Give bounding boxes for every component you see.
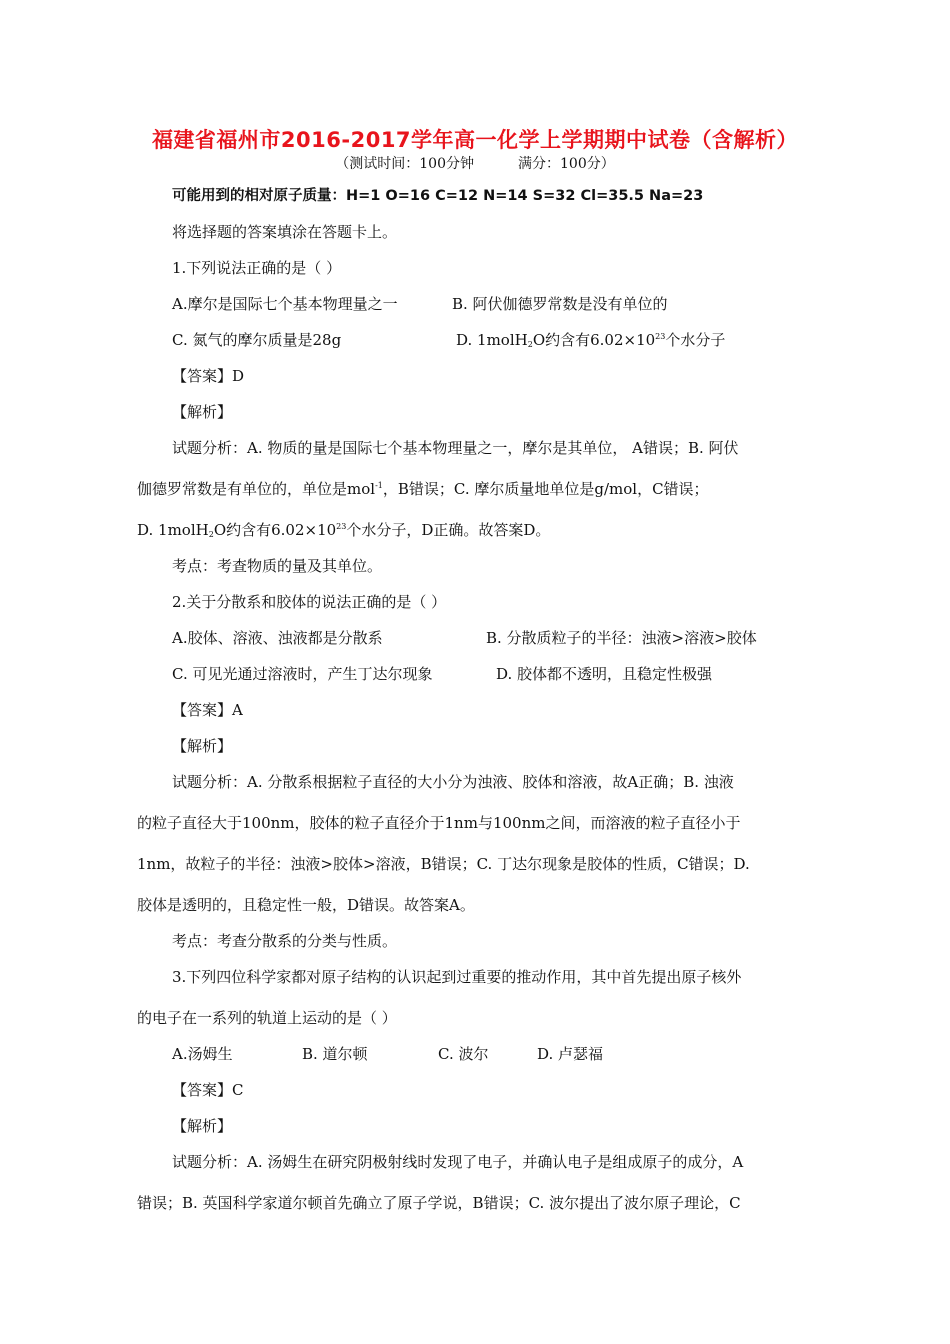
- q2-option-b: B. 分散质粒子的半径：浊液>溶液>胶体: [486, 629, 757, 647]
- q3-option-c: C. 波尔: [438, 1045, 489, 1063]
- q2-test-point: 考点：考查分散系的分类与性质。: [172, 932, 398, 950]
- q2-option-d: D. 胶体都不透明，且稳定性极强: [496, 665, 713, 683]
- q1-option-c: C. 氮气的摩尔质量是28g: [172, 331, 342, 349]
- q1-analysis-line-3: D. 1molH$_2$O约含有$6.02\times 10^{23}$个水分子，D正确。故答案D。: [137, 521, 551, 539]
- q1-option-d: D. 1molH$_2$O约含有$6.02\times 10^{23}$个水分子: [456, 331, 726, 349]
- q2-analysis-line-3: 1nm，故粒子的半径：浊液>胶体>溶液，B错误；C. 丁达尔现象是胶体的性质，C错误；D.: [137, 855, 750, 873]
- q1-stem: 1.下列说法正确的是（ ）: [172, 259, 342, 277]
- q3-option-b: B. 道尔顿: [302, 1045, 368, 1063]
- q1-option-b: B. 阿伏伽德罗常数是没有单位的: [452, 295, 668, 313]
- time-info: （测试时间：100分钟: [335, 156, 474, 172]
- q2-analysis-line-2: 的粒子直径大于100nm，胶体的粒子直径介于1nm与100nm之间，而溶液的粒子直径小于: [137, 814, 741, 832]
- q3-stem-line-1: 3.下列四位科学家都对原子结构的认识起到过重要的推动作用，其中首先提出原子核外: [172, 968, 742, 986]
- q1-option-a: A.摩尔是国际七个基本物理量之一: [172, 295, 398, 313]
- q3-analysis-line-1: 试题分析：A. 汤姆生在研究阴极射线时发现了电子，并确认电子是组成原子的成分，A: [172, 1153, 744, 1171]
- q2-stem: 2.关于分散系和胶体的说法正确的是（ ）: [172, 593, 447, 611]
- q3-answer: 【答案】C: [172, 1081, 244, 1099]
- q2-option-a: A.胶体、溶液、浊液都是分散系: [172, 629, 383, 647]
- q1-analysis-line-1: 试题分析：A. 物质的量是国际七个基本物理量之一，摩尔是其单位， A错误；B. 阿伏: [172, 439, 739, 457]
- document-subtitle: [0, 153, 950, 173]
- q3-option-d: D. 卢瑟福: [537, 1045, 604, 1063]
- q1-analysis-label: 【解析】: [172, 403, 233, 421]
- q2-answer: 【答案】A: [172, 701, 243, 719]
- instruction: 将选择题的答案填涂在答题卡上。: [172, 223, 398, 241]
- q2-analysis-line-4: 胶体是透明的，且稳定性一般，D错误。故答案A。: [137, 896, 475, 914]
- q2-analysis-label: 【解析】: [172, 737, 233, 755]
- q3-stem-line-2: 的电子在一系列的轨道上运动的是（ ）: [137, 1009, 397, 1027]
- q3-analysis-line-2: 错误；B. 英国科学家道尔顿首先确立了原子学说，B错误；C. 波尔提出了波尔原子理论，C: [137, 1194, 741, 1212]
- q2-analysis-line-1: 试题分析：A. 分散系根据粒子直径的大小分为浊液、胶体和溶液，故A正确；B. 浊液: [172, 773, 734, 791]
- q2-option-c: C. 可见光通过溶液时，产生丁达尔现象: [172, 665, 433, 683]
- atomic-masses: 可能用到的相对原子质量：H=1 O=16 C=12 N=14 S=32 Cl=35.5 Na=23: [172, 188, 704, 204]
- q3-analysis-label: 【解析】: [172, 1117, 233, 1135]
- q3-option-a: A.汤姆生: [172, 1045, 233, 1063]
- q1-answer: 【答案】D: [172, 367, 245, 385]
- score-info: 满分：100分）: [518, 156, 615, 172]
- q1-analysis-line-2: 伽德罗常数是有单位的，单位是mol$^{-1}$，B错误；C. 摩尔质量地单位是g/mol，C错误；: [137, 480, 709, 498]
- q1-test-point: 考点：考查物质的量及其单位。: [172, 557, 383, 575]
- document-title: 福建省福州市2016-2017学年高一化学上学期期中试卷（含解析）: [151, 128, 799, 152]
